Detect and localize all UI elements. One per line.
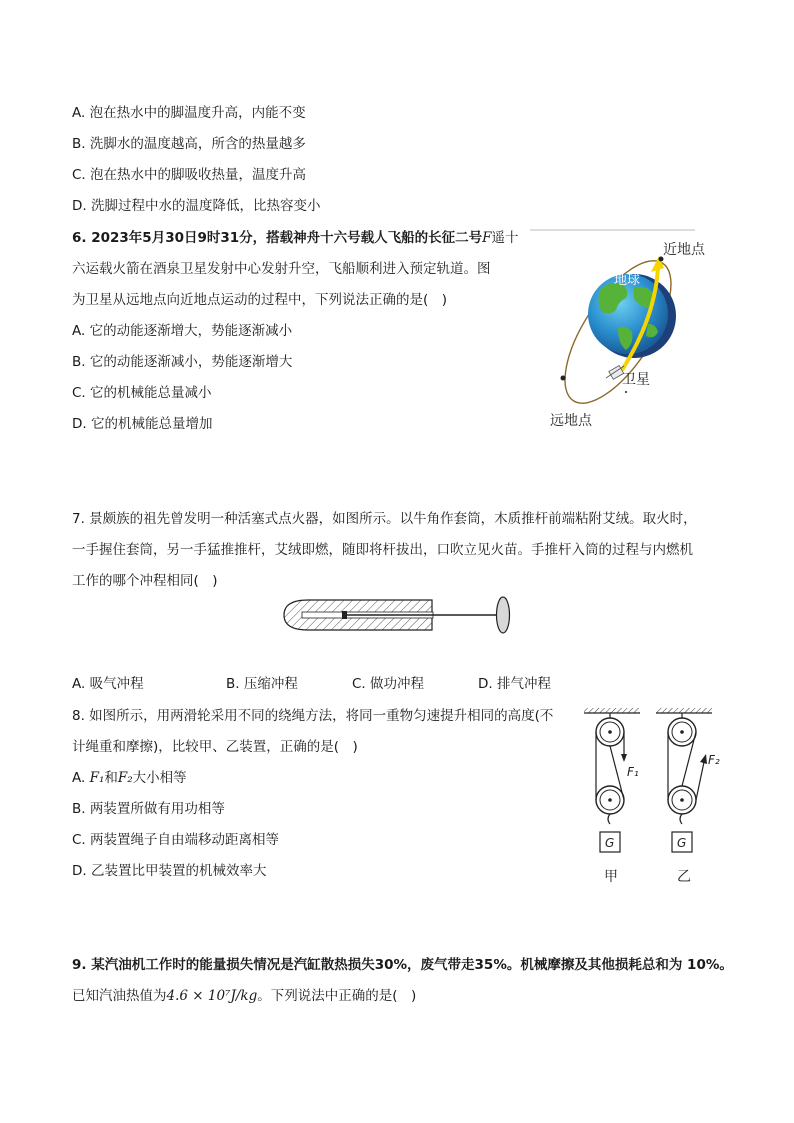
q6-stem-text-end: 遥十: [491, 230, 519, 246]
q6-stem-math-f: F: [482, 230, 492, 246]
q8-stem-line2: 计绳重和摩擦)，比较甲、乙装置，正确的是( ): [72, 739, 358, 755]
pulley-system-right: [656, 708, 712, 852]
q6-option-a: A. 它的动能逐渐增大，势能逐渐减小: [72, 323, 293, 339]
q6-stem-line1: [72, 228, 519, 248]
q9-stem-line1: 9. 某汽油机工作时的能量损失情况是汽缸散热损失30%，废气带走35%。机械摩擦及其他损耗总和为 10%。: [72, 957, 733, 973]
q8-option-b: B. 两装置所做有用功相等: [72, 801, 225, 817]
q8-option-c: C. 两装置绳子自由端移动距离相等: [72, 832, 280, 848]
q7-option-b: B. 压缩冲程: [226, 676, 298, 692]
force1-label: F₁: [627, 765, 639, 779]
q9-heat-value: 4.6 × 10⁷J/kg: [166, 988, 258, 1004]
rod-handle: [497, 597, 510, 633]
q8-option-a: [72, 768, 187, 788]
q8-option-a-mid: 和: [104, 770, 118, 786]
q8-option-a-f2: F₂: [117, 770, 133, 786]
q9-stem-line2: [72, 986, 416, 1006]
caption-left: 甲: [604, 869, 618, 885]
q5-option-a: A. 泡在热水中的脚温度升高，内能不变: [72, 105, 306, 121]
apogee-point: [561, 376, 566, 381]
force2-label: F₂: [708, 753, 720, 767]
apogee-label: 远地点: [550, 413, 592, 429]
q5-option-b: B. 洗脚水的温度越高，所含的热量越多: [72, 136, 306, 152]
satellite-label: 卫星: [622, 372, 650, 388]
q8-option-a-prefix: A.: [72, 770, 90, 786]
q9-stem-text: 已知汽油热值为: [72, 988, 167, 1004]
perigee-label: 近地点: [663, 242, 705, 258]
q6-orbit-figure: [530, 228, 705, 438]
satellite-dot: [625, 391, 627, 393]
q6-option-d: D. 它的机械能总量增加: [72, 416, 213, 432]
q8-option-a-suffix: 大小相等: [132, 770, 187, 786]
q8-option-d: D. 乙装置比甲装置的机械效率大: [72, 863, 267, 879]
weight-right-label: G: [677, 836, 687, 850]
q8-option-a-f1: F₁: [89, 770, 105, 786]
q6-option-b: B. 它的动能逐渐减小，势能逐渐增大: [72, 354, 293, 370]
pulley-system-left: [584, 708, 640, 852]
q5-option-d: D. 洗脚过程中水的温度降低，比热容变小: [72, 198, 321, 214]
tinder-plug: [342, 611, 347, 619]
q5-option-c: C. 泡在热水中的脚吸收热量，温度升高: [72, 167, 307, 183]
q7-stem-line3: 工作的哪个冲程相同( ): [72, 573, 218, 589]
caption-right: 乙: [677, 869, 691, 885]
q6-stem-line2: 六运载火箭在酒泉卫星发射中心发射升空，飞船顺利进入预定轨道。图: [72, 261, 491, 277]
q7-stem-line2: 一手握住套筒，另一手猛推推杆，艾绒即燃，随即将杆拔出，口吹立见火苗。手推杆入筒的过程与内燃机: [72, 542, 693, 558]
q7-option-a: A. 吸气冲程: [72, 676, 144, 692]
q6-stem-line3: 为卫星从远地点向近地点运动的过程中，下列说法正确的是( ): [72, 292, 448, 308]
weight-left-label: G: [605, 836, 615, 850]
q7-option-c: C. 做功冲程: [352, 676, 425, 692]
q7-stem-line1: 7. 景颇族的祖先曾发明一种活塞式点火器，如图所示。以牛角作套筒，木质推杆前端粘附艾绒。取火时，: [72, 511, 697, 527]
q8-pulley-figure: [580, 704, 730, 888]
q6-option-c: C. 它的机械能总量减小: [72, 385, 212, 401]
earth-label: 地球: [614, 273, 641, 288]
q7-option-d: D. 排气冲程: [478, 676, 551, 692]
q7-piston-lighter-figure: [282, 594, 512, 638]
q9-stem-question: 。下列说法中正确的是( ): [257, 988, 417, 1004]
q8-stem-line1: 8. 如图所示，用两滑轮采用不同的绕绳方法，将同一重物匀速提升相同的高度(不: [72, 708, 554, 724]
q6-stem-text: 6. 2023年5月30日9时31分，搭载神舟十六号载人飞船的长征二号: [72, 230, 483, 246]
